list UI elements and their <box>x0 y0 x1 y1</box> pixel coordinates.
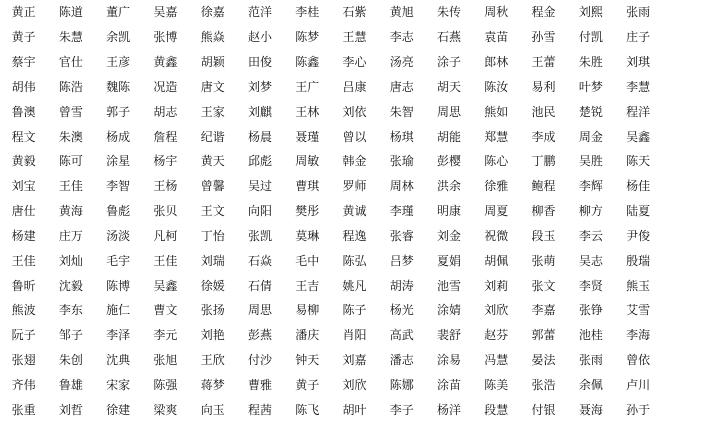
name-cell: 钟天 <box>295 353 320 368</box>
name-cell: 汤亮 <box>389 55 414 70</box>
name-cell: 涂苗 <box>437 377 462 392</box>
name-cell: 彭樱 <box>437 154 462 169</box>
name-cell: 石紫 <box>342 5 367 20</box>
name-cell: 付银 <box>531 402 556 417</box>
name-cell: 王文 <box>200 204 225 219</box>
name-cell <box>662 174 709 199</box>
name-cell: 熊波 <box>11 303 36 318</box>
name-cell <box>662 248 709 273</box>
name-cell: 张博 <box>153 30 178 45</box>
name-cell: 罗师 <box>342 179 367 194</box>
name-cell: 胡涛 <box>389 278 414 293</box>
name-cell: 陈可 <box>58 154 83 169</box>
name-cell: 李海 <box>626 328 651 343</box>
name-cell: 庄子 <box>626 30 651 45</box>
name-cell: 郭蕾 <box>531 328 556 343</box>
name-cell <box>662 50 709 75</box>
name-cell: 杨光 <box>389 303 414 318</box>
name-cell: 詹程 <box>153 129 178 144</box>
name-cell: 况造 <box>153 79 178 94</box>
name-cell <box>662 75 709 100</box>
name-cell: 柳香 <box>531 204 556 219</box>
name-cell: 聂瑾 <box>295 129 320 144</box>
name-cell: 杨洋 <box>437 402 462 417</box>
name-cell: 纪谐 <box>200 129 225 144</box>
name-cell: 蒋梦 <box>200 377 225 392</box>
name-cell: 胡颖 <box>200 55 225 70</box>
name-cell: 张文 <box>531 278 556 293</box>
name-cell: 李瑾 <box>389 204 414 219</box>
name-cell: 凡柯 <box>153 228 178 243</box>
name-cell: 邱彪 <box>247 154 272 169</box>
name-cell <box>662 199 709 224</box>
name-cell: 赵芬 <box>484 328 509 343</box>
name-cell: 唐志 <box>389 79 414 94</box>
name-cell <box>662 397 709 422</box>
name-cell: 向玉 <box>200 402 225 417</box>
name-cell: 程文 <box>11 129 36 144</box>
name-cell: 吴过 <box>247 179 272 194</box>
name-cell: 郭子 <box>106 104 131 119</box>
name-cell: 程茜 <box>247 402 272 417</box>
name-cell: 池桂 <box>578 328 603 343</box>
name-cell: 张雨 <box>626 5 651 20</box>
name-cell: 张翅 <box>11 353 36 368</box>
name-cell: 毛中 <box>295 253 320 268</box>
name-cell: 朱胜 <box>578 55 603 70</box>
name-cell: 熊焱 <box>200 30 225 45</box>
name-cell: 杨佳 <box>626 179 651 194</box>
name-cell: 梁爽 <box>153 402 178 417</box>
name-cell <box>662 422 709 447</box>
name-cell: 刘哲 <box>58 402 83 417</box>
name-cell: 姚凡 <box>342 278 367 293</box>
name-cell: 陈梦 <box>295 30 320 45</box>
name-cell: 李辉 <box>578 179 603 194</box>
name-cell: 李嘉 <box>531 303 556 318</box>
name-cell: 王家 <box>200 104 225 119</box>
name-cell: 池民 <box>531 104 556 119</box>
name-cell: 易柳 <box>295 303 320 318</box>
name-cell <box>378 422 425 447</box>
name-cell: 朱智 <box>389 104 414 119</box>
name-cell: 冯慧 <box>484 353 509 368</box>
name-cell: 吴嘉 <box>153 5 178 20</box>
name-cell: 黄天 <box>200 154 225 169</box>
name-cell: 王杨 <box>153 179 178 194</box>
name-cell: 程洋 <box>626 104 651 119</box>
name-cell: 刘金 <box>437 228 462 243</box>
name-cell: 鲍程 <box>531 179 556 194</box>
name-cell: 汤淡 <box>106 228 131 243</box>
name-cell: 齐伟 <box>11 377 36 392</box>
name-cell: 张重 <box>11 402 36 417</box>
name-cell <box>614 422 661 447</box>
name-cell: 周思 <box>437 104 462 119</box>
name-cell: 熊如 <box>484 104 509 119</box>
name-cell: 胡天 <box>437 79 462 94</box>
name-cell: 魏陈 <box>106 79 131 94</box>
name-cell: 田俊 <box>247 55 272 70</box>
name-cell: 张贝 <box>153 204 178 219</box>
name-cell: 周思 <box>247 303 272 318</box>
name-cell: 曹文 <box>153 303 178 318</box>
name-cell: 涂星 <box>106 154 131 169</box>
name-cell: 庄万 <box>58 228 83 243</box>
name-cell: 丁鹏 <box>531 154 556 169</box>
name-cell: 涂易 <box>437 353 462 368</box>
name-cell: 陈心 <box>484 154 509 169</box>
name-cell: 吕康 <box>342 79 367 94</box>
name-cell: 黄海 <box>58 204 83 219</box>
name-cell: 鲁昕 <box>11 278 36 293</box>
name-cell: 周夏 <box>484 204 509 219</box>
name-cell: 鲁彪 <box>106 204 131 219</box>
name-cell: 李成 <box>531 129 556 144</box>
name-cell <box>662 99 709 124</box>
name-cell: 董广 <box>106 5 131 20</box>
name-cell <box>662 149 709 174</box>
name-cell: 易利 <box>531 79 556 94</box>
name-cell: 曹雅 <box>247 377 272 392</box>
name-cell <box>662 323 709 348</box>
name-cell <box>662 298 709 323</box>
name-cell: 陈子 <box>342 303 367 318</box>
name-cell: 徐建 <box>106 402 131 417</box>
name-cell: 张瑜 <box>389 154 414 169</box>
name-cell: 张扬 <box>200 303 225 318</box>
name-cell: 张睿 <box>389 228 414 243</box>
name-cell <box>662 124 709 149</box>
name-cell: 蔡宇 <box>11 55 36 70</box>
name-cell: 黄正 <box>11 5 36 20</box>
name-cell: 鲁雄 <box>58 377 83 392</box>
name-cell: 黄鑫 <box>153 55 178 70</box>
name-cell: 刘熙 <box>578 5 603 20</box>
name-cell: 郎林 <box>484 55 509 70</box>
name-cell <box>331 422 378 447</box>
name-cell: 艾雪 <box>626 303 651 318</box>
name-cell: 殷瑞 <box>626 253 651 268</box>
name-cell: 吴鑫 <box>153 278 178 293</box>
name-cell: 朱创 <box>58 353 83 368</box>
name-cell: 明康 <box>437 204 462 219</box>
name-cell: 陆夏 <box>626 204 651 219</box>
name-cell: 李智 <box>106 179 131 194</box>
name-cell <box>189 422 236 447</box>
name-cell: 陈浩 <box>58 79 83 94</box>
name-cell: 涂婧 <box>437 303 462 318</box>
name-cell: 李慧 <box>626 79 651 94</box>
name-cell: 孙于 <box>626 402 651 417</box>
name-cell: 吴鑫 <box>626 129 651 144</box>
name-cell: 余凯 <box>106 30 131 45</box>
name-cell: 陈娜 <box>389 377 414 392</box>
name-cell: 李桂 <box>295 5 320 20</box>
name-cell <box>662 273 709 298</box>
name-cell: 叶梦 <box>578 79 603 94</box>
name-cell: 张雨 <box>578 353 603 368</box>
name-cell: 杨成 <box>106 129 131 144</box>
name-cell: 王佳 <box>58 179 83 194</box>
name-cell: 阮子 <box>11 328 36 343</box>
name-cell <box>662 224 709 249</box>
name-cell: 潘庆 <box>295 328 320 343</box>
name-cell: 张凯 <box>247 228 272 243</box>
name-cell: 程逸 <box>342 228 367 243</box>
name-cell <box>662 348 709 373</box>
name-cell: 王蕾 <box>531 55 556 70</box>
name-cell: 刘依 <box>342 104 367 119</box>
name-cell: 李心 <box>342 55 367 70</box>
name-cell: 吕梦 <box>389 253 414 268</box>
name-cell: 徐媛 <box>200 278 225 293</box>
name-cell: 彭燕 <box>247 328 272 343</box>
name-cell: 晏法 <box>531 353 556 368</box>
name-cell: 周林 <box>389 179 414 194</box>
name-cell: 施仁 <box>106 303 131 318</box>
name-cell: 池雪 <box>437 278 462 293</box>
name-cell: 鲁澳 <box>11 104 36 119</box>
name-cell: 楚锐 <box>578 104 603 119</box>
name-cell: 刘梦 <box>247 79 272 94</box>
name-cell: 潘志 <box>389 353 414 368</box>
name-cell: 黄子 <box>11 30 36 45</box>
name-cell: 朱澳 <box>58 129 83 144</box>
name-cell: 刘莉 <box>484 278 509 293</box>
name-cell: 付沙 <box>247 353 272 368</box>
name-cell: 尹俊 <box>626 228 651 243</box>
name-cell <box>662 25 709 50</box>
name-cell: 吴志 <box>578 253 603 268</box>
name-cell: 毛宇 <box>106 253 131 268</box>
name-cell: 洪余 <box>437 179 462 194</box>
name-cell: 胡能 <box>437 129 462 144</box>
name-cell: 范洋 <box>247 5 272 20</box>
name-cell: 王慧 <box>342 30 367 45</box>
name-cell <box>0 422 47 447</box>
name-cell: 周秋 <box>484 5 509 20</box>
name-cell: 李元 <box>153 328 178 343</box>
name-cell: 宋家 <box>106 377 131 392</box>
name-cell: 韩金 <box>342 154 367 169</box>
name-cell: 段玉 <box>531 228 556 243</box>
name-cell: 胡志 <box>153 104 178 119</box>
name-cell: 王广 <box>295 79 320 94</box>
name-cell: 李贤 <box>578 278 603 293</box>
name-cell <box>95 422 142 447</box>
name-cell: 程金 <box>531 5 556 20</box>
name-cell: 徐雅 <box>484 179 509 194</box>
name-cell: 胡伟 <box>11 79 36 94</box>
name-cell <box>236 422 283 447</box>
name-cell: 陈汝 <box>484 79 509 94</box>
name-cell: 聂海 <box>578 402 603 417</box>
name-cell: 李东 <box>58 303 83 318</box>
name-cell <box>662 373 709 398</box>
name-cell: 夏娟 <box>437 253 462 268</box>
name-cell: 唐文 <box>200 79 225 94</box>
name-cell: 曾馨 <box>200 179 225 194</box>
name-cell <box>473 422 520 447</box>
name-cell <box>662 0 709 25</box>
name-cell: 陈鑫 <box>295 55 320 70</box>
name-cell: 丁怡 <box>200 228 225 243</box>
name-cell: 袁苗 <box>484 30 509 45</box>
name-cell: 樊彤 <box>295 204 320 219</box>
name-cell: 裴舒 <box>437 328 462 343</box>
name-cell <box>520 422 567 447</box>
name-cell: 李云 <box>578 228 603 243</box>
name-cell: 王林 <box>295 104 320 119</box>
name-cell: 柳方 <box>578 204 603 219</box>
name-cell: 肖阳 <box>342 328 367 343</box>
name-cell: 沈典 <box>106 353 131 368</box>
name-cell: 涂子 <box>437 55 462 70</box>
name-cell: 朱慧 <box>58 30 83 45</box>
name-cell: 王佳 <box>11 253 36 268</box>
name-cell: 陈强 <box>153 377 178 392</box>
name-cell: 刘欣 <box>484 303 509 318</box>
name-cell: 郑慧 <box>484 129 509 144</box>
name-cell: 刘麒 <box>247 104 272 119</box>
name-cell: 石燕 <box>437 30 462 45</box>
name-cell: 陈天 <box>626 154 651 169</box>
name-cell: 曾雪 <box>58 104 83 119</box>
name-cell <box>47 422 94 447</box>
name-cell: 莫琳 <box>295 228 320 243</box>
name-cell: 唐仕 <box>11 204 36 219</box>
name-cell: 向阳 <box>247 204 272 219</box>
name-cell: 张旭 <box>153 353 178 368</box>
name-cell: 陈美 <box>484 377 509 392</box>
name-cell: 卢川 <box>626 377 651 392</box>
name-cell: 付凯 <box>578 30 603 45</box>
name-cell <box>284 422 331 447</box>
name-cell: 刘宝 <box>11 179 36 194</box>
name-cell: 胡叶 <box>342 402 367 417</box>
name-cell: 张浩 <box>531 377 556 392</box>
name-cell: 陈弘 <box>342 253 367 268</box>
name-cell: 杨琪 <box>389 129 414 144</box>
name-cell: 官仕 <box>58 55 83 70</box>
name-cell: 张铮 <box>578 303 603 318</box>
name-cell: 杨晨 <box>247 129 272 144</box>
name-cell: 徐嘉 <box>200 5 225 20</box>
name-cell: 曹琪 <box>295 179 320 194</box>
name-cell: 吴胜 <box>578 154 603 169</box>
name-cell: 熊玉 <box>626 278 651 293</box>
name-cell: 刘琪 <box>626 55 651 70</box>
name-cell <box>567 422 614 447</box>
name-cell: 黄诚 <box>342 204 367 219</box>
name-cell: 胡佩 <box>484 253 509 268</box>
name-cell: 邹子 <box>58 328 83 343</box>
name-cell: 赵小 <box>247 30 272 45</box>
name-cell: 曾以 <box>342 129 367 144</box>
name-cell: 周金 <box>578 129 603 144</box>
name-cell: 孙雪 <box>531 30 556 45</box>
name-cell: 刘瑞 <box>200 253 225 268</box>
name-cell: 陈博 <box>106 278 131 293</box>
name-cell: 石倩 <box>247 278 272 293</box>
name-cell: 段慧 <box>484 402 509 417</box>
name-cell: 黄旭 <box>389 5 414 20</box>
name-cell: 杨建 <box>11 228 36 243</box>
name-cell: 石焱 <box>247 253 272 268</box>
name-cell <box>425 422 472 447</box>
name-cell: 刘艳 <box>200 328 225 343</box>
name-cell: 王佳 <box>153 253 178 268</box>
name-cell: 王吉 <box>295 278 320 293</box>
name-cell: 余佩 <box>578 377 603 392</box>
name-cell: 刘灿 <box>58 253 83 268</box>
name-cell: 曾依 <box>626 353 651 368</box>
name-cell: 李志 <box>389 30 414 45</box>
name-cell: 杨宇 <box>153 154 178 169</box>
name-cell: 黄毅 <box>11 154 36 169</box>
name-cell: 王欣 <box>200 353 225 368</box>
name-cell <box>142 422 189 447</box>
name-cell: 陈飞 <box>295 402 320 417</box>
name-cell: 刘嘉 <box>342 353 367 368</box>
name-cell: 李子 <box>389 402 414 417</box>
name-cell: 高武 <box>389 328 414 343</box>
name-cell: 黄子 <box>295 377 320 392</box>
name-cell: 王彦 <box>106 55 131 70</box>
name-cell: 周敏 <box>295 154 320 169</box>
name-cell: 陈道 <box>58 5 83 20</box>
name-cell: 张萌 <box>531 253 556 268</box>
name-cell: 沈毅 <box>58 278 83 293</box>
name-cell: 李泽 <box>106 328 131 343</box>
name-cell: 刘欣 <box>342 377 367 392</box>
name-cell: 朱传 <box>437 5 462 20</box>
name-cell: 祝微 <box>484 228 509 243</box>
